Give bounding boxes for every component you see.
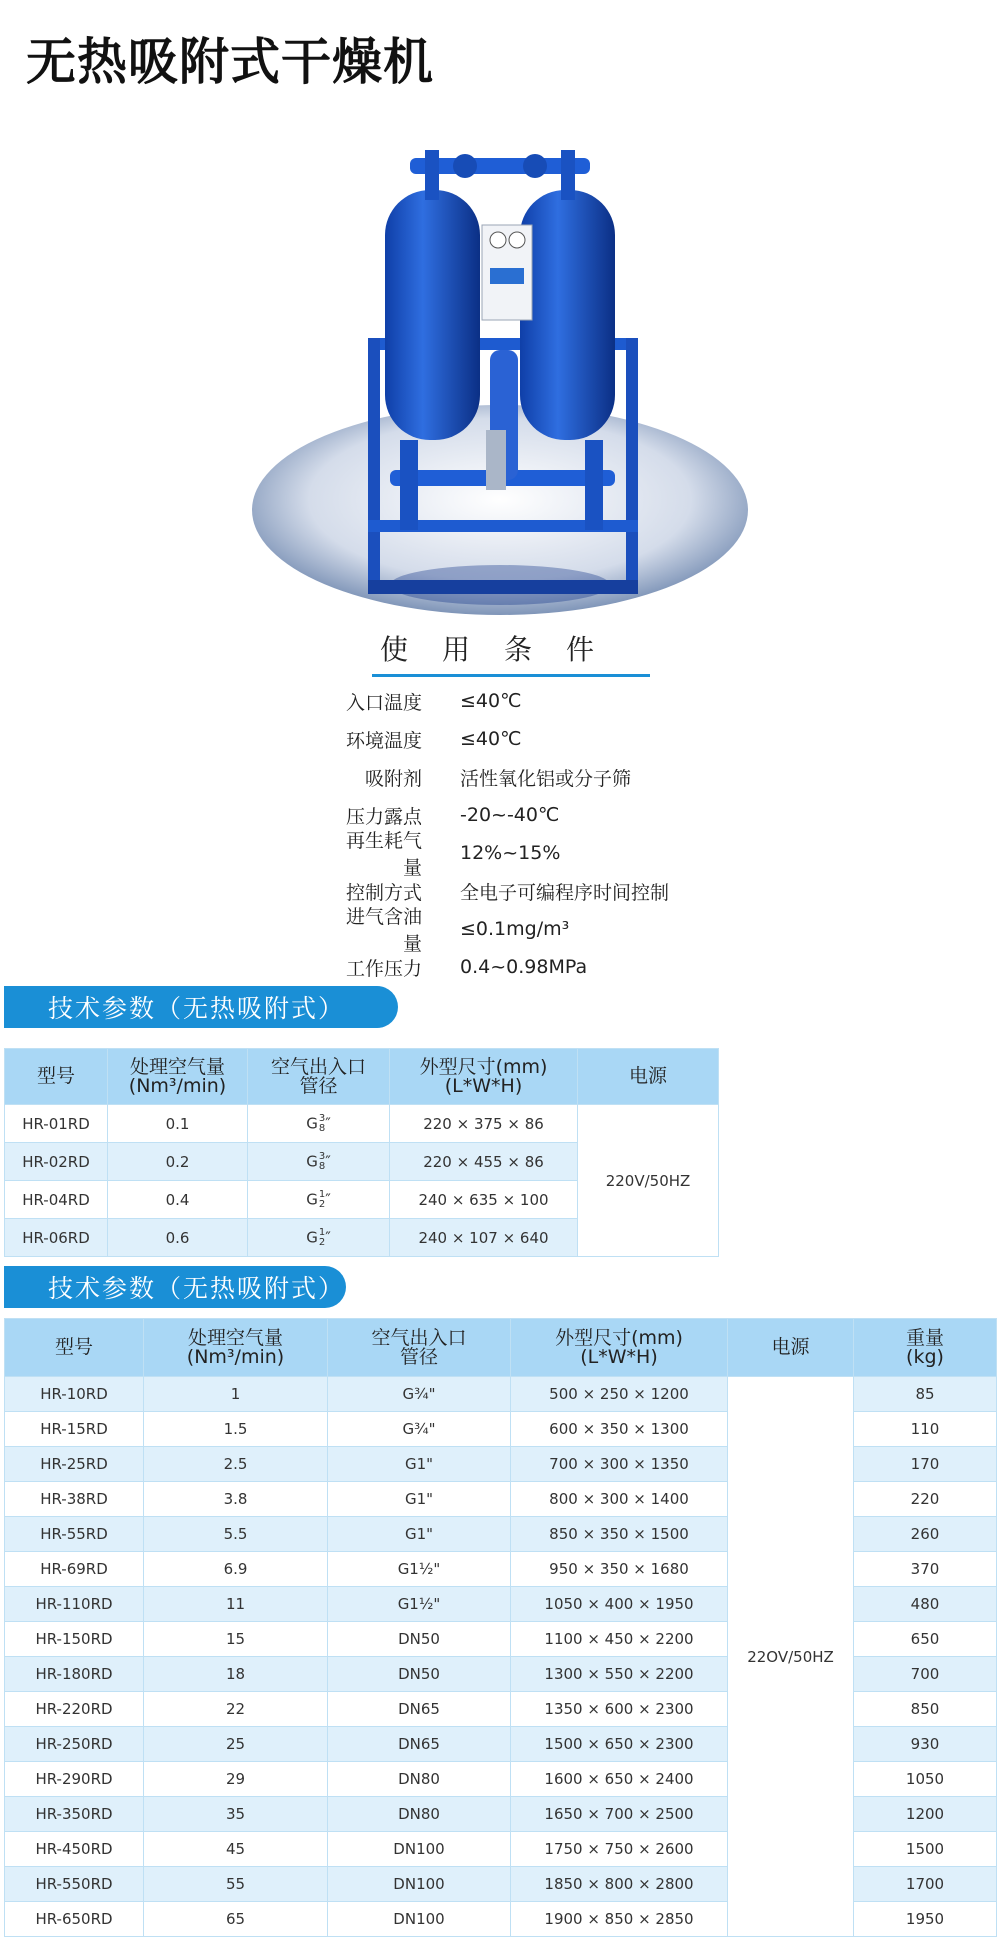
- table-row: HR-650RD 65 DN100 1900 × 850 × 2850 1950: [5, 1902, 997, 1937]
- condition-row: 入口温度 ≤40℃: [345, 690, 522, 714]
- col-header-model: 型号: [5, 1319, 144, 1377]
- condition-row: 工作压力 0.4~0.98MPa: [345, 956, 588, 980]
- table-row: HR-06RD 0.6 G 1 2 ″ 240 × 107 × 640: [5, 1219, 719, 1257]
- table-row: HR-550RD 55 DN100 1850 × 800 × 2800 1700: [5, 1867, 997, 1902]
- col-header-model: 型号: [5, 1049, 108, 1105]
- condition-row: 环境温度 ≤40℃: [345, 728, 522, 752]
- small-models-table: [4, 1048, 719, 1257]
- condition-row: 吸附剂 活性氧化铝或分子筛: [364, 767, 632, 790]
- table-row: HR-290RD 29 DN80 1600 × 650 × 2400 1050: [5, 1762, 997, 1797]
- table-row: HR-180RD 18 DN50 1300 × 550 × 2200 700: [5, 1657, 997, 1692]
- col-header-flow: 处理空气量 (Nm³/min): [144, 1319, 328, 1377]
- large-models-table: [4, 1318, 997, 1937]
- col-header-dims: 外型尺寸(mm) (L*W*H): [390, 1049, 578, 1105]
- tech-params-heading-1: 技术参数（无热吸附式）: [4, 986, 398, 1028]
- page-title: 无热吸附式干燥机: [26, 33, 434, 91]
- table-row: HR-15RD 1.5 G¾" 600 × 350 × 1300 110: [5, 1412, 997, 1447]
- condition-row: 进气含油量 ≤0.1mg/m³: [345, 906, 570, 955]
- table-row: HR-25RD 2.5 G1" 700 × 300 × 1350 170: [5, 1447, 997, 1482]
- usage-conditions-heading: 使用条件: [372, 628, 650, 677]
- table-row: HR-450RD 45 DN100 1750 × 750 × 2600 1500: [5, 1832, 997, 1867]
- col-header-port: 空气出入口 管径: [328, 1319, 511, 1377]
- col-header-power: 电源: [578, 1049, 719, 1105]
- condition-row: 控制方式 全电子可编程序时间控制: [345, 881, 670, 904]
- power-cell: 220V/50HZ: [578, 1105, 719, 1257]
- col-header-dims: 外型尺寸(mm) (L*W*H): [511, 1319, 728, 1377]
- table-row: HR-38RD 3.8 G1" 800 × 300 × 1400 220: [5, 1482, 997, 1517]
- table-row: HR-150RD 15 DN50 1100 × 450 × 2200 650: [5, 1622, 997, 1657]
- usage-conditions-list: [330, 682, 750, 986]
- table-row: HR-69RD 6.9 G1½" 950 × 350 × 1680 370: [5, 1552, 997, 1587]
- table-row: HR-110RD 11 G1½" 1050 × 400 × 1950 480: [5, 1587, 997, 1622]
- col-header-weight: 重量 (kg): [854, 1319, 997, 1377]
- tech-params-heading-2: 技术参数（无热吸附式）: [4, 1266, 346, 1308]
- col-header-power: 电源: [728, 1319, 854, 1377]
- table-row: HR-01RD 0.1 G 3 8 ″ 220 × 375 × 86 220V/50HZ: [5, 1105, 719, 1143]
- table-row: HR-220RD 22 DN65 1350 × 600 × 2300 850: [5, 1692, 997, 1727]
- condition-row: 压力露点 -20~-40℃: [345, 804, 560, 828]
- table-row: HR-55RD 5.5 G1" 850 × 350 × 1500 260: [5, 1517, 997, 1552]
- power-cell: 22OV/50HZ: [728, 1377, 854, 1937]
- table-row: HR-350RD 35 DN80 1650 × 700 × 2500 1200: [5, 1797, 997, 1832]
- table-row: HR-02RD 0.2 G 3 8 ″ 220 × 455 × 86: [5, 1143, 719, 1181]
- table-row: HR-250RD 25 DN65 1500 × 650 × 2300 930: [5, 1727, 997, 1762]
- table-row: HR-04RD 0.4 G 1 2 ″ 240 × 635 × 100: [5, 1181, 719, 1219]
- col-header-flow: 处理空气量 (Nm³/min): [108, 1049, 248, 1105]
- table-row: HR-10RD 1 G¾" 500 × 250 × 1200 22OV/50HZ 85: [5, 1377, 997, 1412]
- condition-row: 再生耗气量 12%~15%: [345, 830, 561, 879]
- dryer-product-image: [250, 140, 750, 620]
- col-header-port: 空气出入口 管径: [248, 1049, 390, 1105]
